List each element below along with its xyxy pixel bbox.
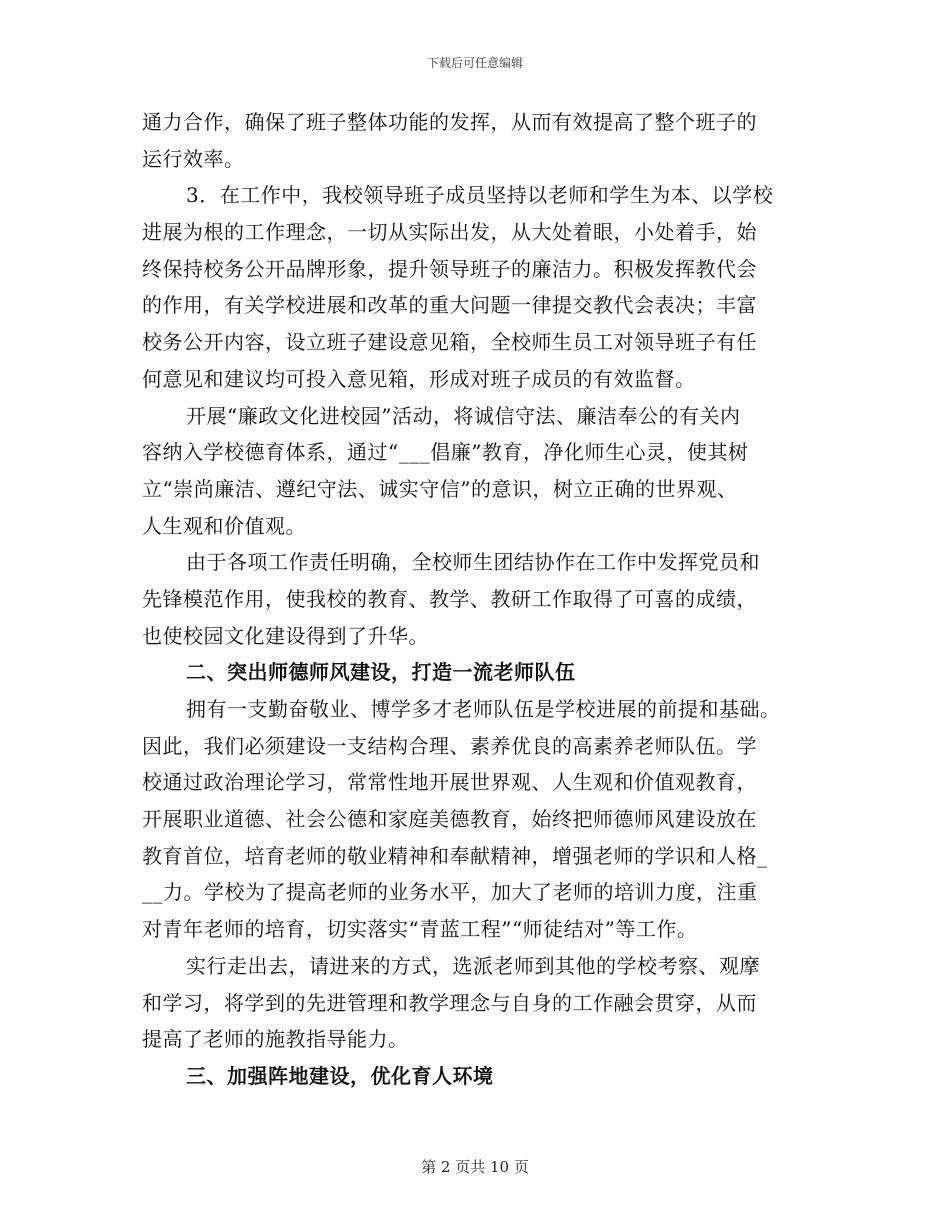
text-line: 和学习，将学到的先进管理和教学理念与自身的工作融会贯穿，从而 [142, 990, 757, 1015]
text-line: 因此，我们必须建设一支结构合理、素养优良的高素养老师队伍。学 [142, 733, 757, 758]
page-header: 下载后可任意编辑 [426, 56, 523, 70]
text-line: 进展为根的工作理念，一切从实际出发，从大处着眼，小处着手，始 [142, 220, 757, 245]
text-line: __力。学校为了提高老师的业务水平，加大了老师的培训力度，注重 [142, 880, 758, 905]
text-line: 终保持校务公开品牌形象，提升领导班子的廉洁力。积极发挥教代会 [142, 256, 757, 281]
text-line: 由于各项工作责任明确，全校师生团结协作在工作中发挥党员和 [186, 550, 760, 575]
section-heading: 二、突出师德师风建设，打造一流老师队伍 [186, 660, 576, 685]
text-line: 立“崇尚廉洁、遵纪守法、诚实守信”的意识，树立正确的世界观、 [142, 476, 738, 501]
text-line: 校务公开内容，设立班子建设意见箱，全校师生员工对领导班子有任 [142, 330, 757, 355]
text-line: 3．在工作中，我校领导班子成员坚持以老师和学生为本、以学校 [186, 183, 774, 208]
text-line: 先锋模范作用，使我校的教育、教学、教研工作取得了可喜的成绩， [142, 586, 757, 611]
text-line: 通力合作，确保了班子整体功能的发挥，从而有效提高了整个班子的 [142, 110, 757, 134]
text-line: 也使校园文化建设得到了升华。 [142, 623, 429, 648]
document-body [142, 104, 810, 1095]
page-footer: 第 2 页共 10 页 [421, 1158, 529, 1176]
text-line: 对青年老师的培育，切实落实“青蓝工程”“师徒结对”等工作。 [142, 917, 698, 942]
text-line: 实行走出去，请进来的方式，选派老师到其他的学校考察、观摩 [186, 953, 760, 978]
text-line: 校通过政治理论学习，常常性地开展世界观、人生观和价值观教育， [142, 770, 757, 795]
text-line: 的作用，有关学校进展和改革的重大问题一律提交教代会表决；丰富 [142, 293, 757, 318]
text-line: 何意见和建议均可投入意见箱，形成对班子成员的有效监督。 [142, 366, 696, 391]
text-line: 教育首位，培育老师的敬业精神和奉献精神，增强老师的学识和人格_ [142, 843, 768, 868]
text-line: 运行效率。 [142, 146, 245, 171]
section-heading: 三、加强阵地建设，优化育人环境 [186, 1063, 494, 1088]
text-line: 人生观和价值观。 [142, 513, 306, 538]
text-line: 开展职业道德、社会公德和家庭美德教育，始终把师德师风建设放在 [142, 807, 757, 832]
text-line: 容纳入学校德育体系，通过“___倡廉”教育，净化师生心灵，使其树 [142, 440, 749, 465]
text-line: 提高了老师的施教指导能力。 [142, 1027, 409, 1052]
text-line: 开展“廉政文化进校园”活动，将诚信守法、廉洁奉公的有关内 [186, 403, 741, 428]
text-line: 拥有一支勤奋敬业、博学多才老师队伍是学校进展的前提和基础。 [186, 697, 781, 721]
